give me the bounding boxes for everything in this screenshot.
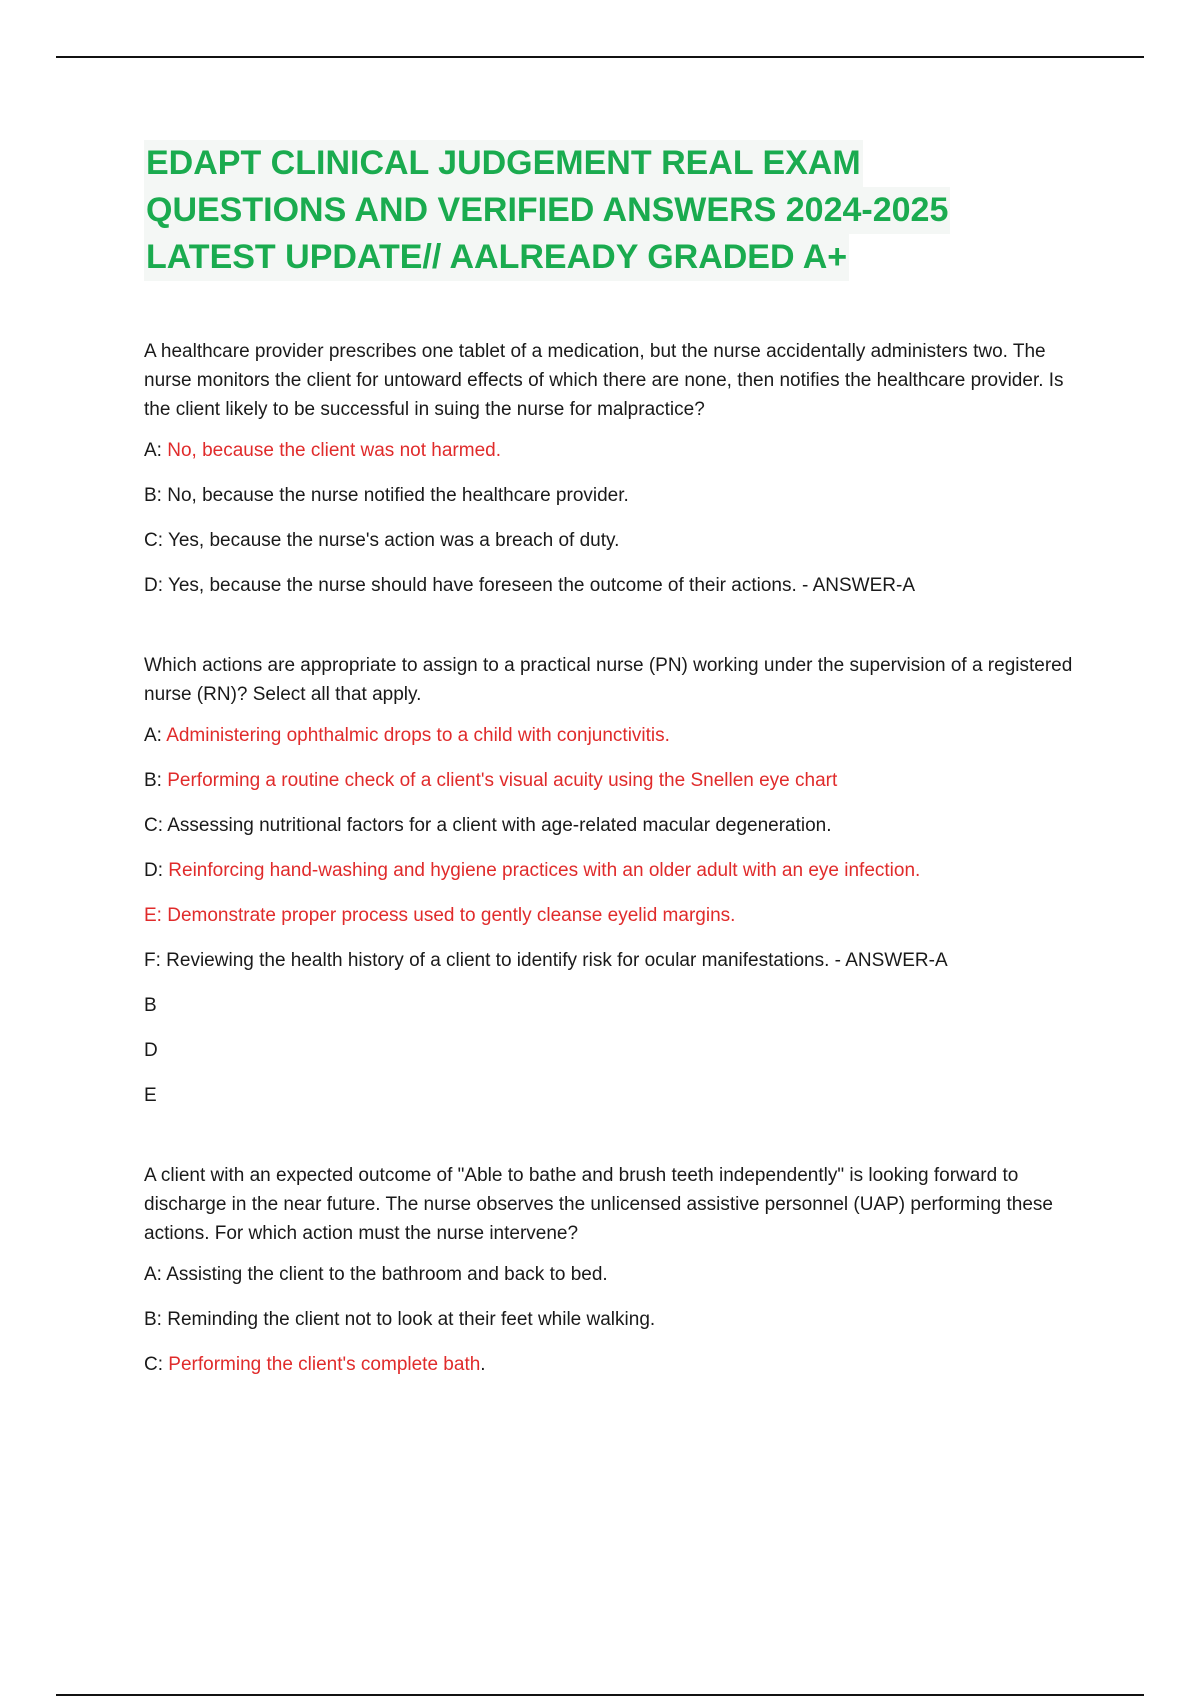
- option-d: [144, 573, 1094, 599]
- option-text: Yes, because the nurse's action was a breach of duty.: [167, 530, 620, 551]
- option-text-correct: Performing the client's complete bath: [168, 1354, 481, 1375]
- option-label: B:: [144, 770, 168, 791]
- option-c: [144, 813, 1094, 839]
- option-suffix: .: [480, 1354, 486, 1375]
- option-b: [144, 483, 1094, 509]
- option-label: C:: [144, 530, 168, 551]
- option-text: No, because the nurse notified the healthcare provider.: [167, 485, 629, 506]
- question-text: A client with an expected outcome of "Able to bathe and brush teeth independently" is looking forward to discharge in the near future. The nurse observes the unlicensed assistive personnel (UAP) performing these actions. For which action must the nurse intervene?: [144, 1165, 1053, 1244]
- option-text-correct: Demonstrate proper process used to gently cleanse eyelid margins.: [167, 905, 736, 926]
- option-c: [144, 528, 1094, 554]
- option-text: Yes, because the nurse should have foreseen the outcome of their actions. - ANSWER-A: [167, 575, 915, 596]
- title-line: QUESTIONS AND VERIFIED ANSWERS 2024-2025: [144, 187, 950, 234]
- option-a: [144, 438, 1094, 464]
- option-text: Assessing nutritional factors for a client with age-related macular degeneration.: [167, 815, 832, 836]
- option-text-correct: No, because the client was not harmed.: [167, 440, 501, 461]
- option-label: E:: [144, 905, 168, 926]
- option-text-correct: Reinforcing hand-washing and hygiene practices with an older adult with an eye infection.: [168, 860, 921, 881]
- bottom-rule: [56, 1694, 1144, 1696]
- title-line: LATEST UPDATE// AALREADY GRADED A+: [144, 234, 849, 281]
- answer-letter: B: [144, 995, 157, 1016]
- option-label: A:: [144, 1264, 167, 1285]
- option-label: A:: [144, 440, 168, 461]
- option-b: [144, 1307, 1094, 1333]
- option-label: C:: [144, 1354, 169, 1375]
- option-text-correct: Administering ophthalmic drops to a child with conjunctivitis.: [166, 725, 670, 746]
- option-e: [144, 903, 1094, 929]
- title-line: EDAPT CLINICAL JUDGEMENT REAL EXAM: [144, 140, 863, 187]
- answer-letter: D: [144, 1040, 158, 1061]
- question-2: [144, 651, 1094, 1109]
- answer-letter: E: [144, 1085, 157, 1106]
- option-d: [144, 858, 1094, 884]
- page-content: [144, 140, 1094, 1430]
- option-text: Reminding the client not to look at their feet while walking.: [167, 1309, 656, 1330]
- option-label: D:: [144, 575, 168, 596]
- top-rule: [56, 56, 1144, 58]
- question-3: [144, 1161, 1094, 1378]
- option-text-correct: Performing a routine check of a client's visual acuity using the Snellen eye chart: [167, 770, 838, 791]
- option-label: C:: [144, 815, 168, 836]
- question-text: Which actions are appropriate to assign to a practical nurse (PN) working under the supervision of a registered nurse (RN)? Select all that apply.: [144, 655, 1073, 705]
- option-b: [144, 768, 1094, 794]
- option-text: Assisting the client to the bathroom and back to bed.: [166, 1264, 608, 1285]
- question-1: [144, 337, 1094, 599]
- option-text: Reviewing the health history of a client to identify risk for ocular manifestations. - ANSWER-A: [166, 950, 948, 971]
- option-label: A:: [144, 725, 167, 746]
- option-label: D:: [144, 860, 169, 881]
- question-text: A healthcare provider prescribes one tablet of a medication, but the nurse accidentally administers two. The nurse monitors the client for untoward effects of which there are none, then notifies the healthcare provider. Is the client likely to be successful in suing the nurse for malpractice?: [144, 341, 1064, 420]
- option-label: B:: [144, 1309, 168, 1330]
- option-label: F:: [144, 950, 167, 971]
- document-title: [144, 140, 1094, 281]
- option-c: [144, 1352, 1094, 1378]
- option-f: [144, 948, 1094, 974]
- option-label: B:: [144, 485, 168, 506]
- option-a: [144, 1262, 1094, 1288]
- option-a: [144, 723, 1094, 749]
